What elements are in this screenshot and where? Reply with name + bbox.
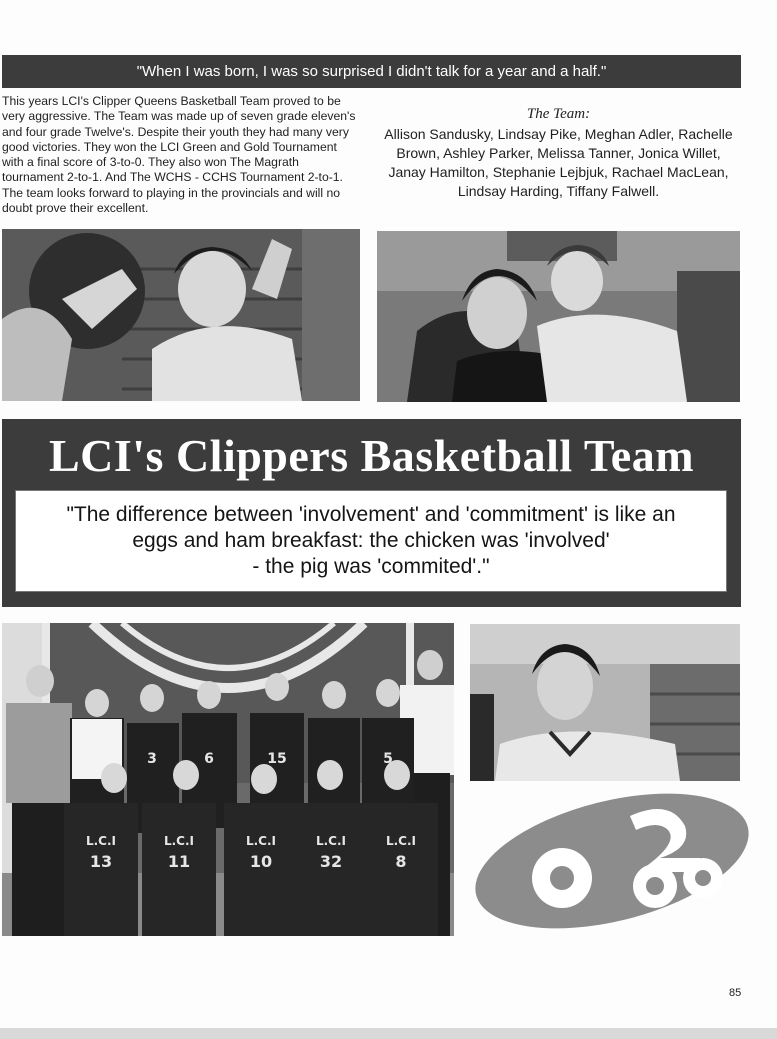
year-2000-oval-logo-icon (470, 786, 754, 936)
jersey-lettering: L.C.I (85, 834, 117, 848)
jersey-lettering: L.C.I (163, 834, 195, 848)
team-heading: The Team: (526, 106, 591, 122)
page-title: LCI's Clippers Basketball Team (48, 430, 695, 481)
banner-quote-line: "The difference between 'involvement' and 'commitment' is like an (66, 503, 676, 526)
photo-player-shooting (2, 229, 360, 401)
jersey-number: 6 (204, 751, 214, 767)
header-quote: "When I was born, I was so surprised I didn't talk for a year and a half." (136, 63, 607, 80)
team-roster (378, 106, 739, 201)
photo-player-closeup (470, 624, 740, 781)
team-names: Allison Sandusky, Lindsay Pike, Meghan Adler, Rachelle Brown, Ashley Parker, Melissa Tanner, Jonica Willet, Janay Hamilton, Stephanie Lejbjuk, Rachael MacLean, Lindsay Harding, Tiffany Falwell. (384, 126, 733, 199)
jersey-number: 8 (395, 852, 407, 871)
header-quote-bar (2, 55, 741, 88)
banner-quote-line: eggs and ham breakfast: the chicken was 'involved' (132, 529, 610, 552)
jersey-number: 11 (167, 852, 191, 871)
jersey-lettering: L.C.I (245, 834, 277, 848)
page-number: 85 (729, 987, 742, 999)
jersey-lettering: L.C.I (315, 834, 347, 848)
banner-quote-line: - the pig was 'commited'." (252, 555, 490, 578)
page-bottom-edge (0, 1028, 777, 1039)
jersey-number: 3 (147, 751, 157, 767)
jersey-number: 5 (383, 751, 393, 767)
jersey-lettering: L.C.I (385, 834, 417, 848)
photo-game-action (377, 231, 740, 402)
photo-team-group (2, 623, 454, 936)
jersey-number: 10 (249, 852, 273, 871)
jersey-number: 32 (319, 852, 343, 871)
intro-paragraph: This years LCI's Clipper Queens Basketball Team proved to be very aggressive. The Team was made up of seven grade eleven's and four grade Twelve's. Despite their youth they had many very good victories. They won the LCI Green and Gold Tournament with a final score of 3-to-0. They also won The Magrath tournament 2-to-1. And The WCHS - CCHS Tournament 2-to-1. The team looks forward to playing in the provincials and will no doubt prove their excellent. (2, 94, 356, 216)
jersey-number: 13 (89, 852, 113, 871)
title-band (2, 419, 741, 607)
banner-quote-box (15, 490, 727, 592)
jersey-number: 15 (267, 751, 287, 767)
